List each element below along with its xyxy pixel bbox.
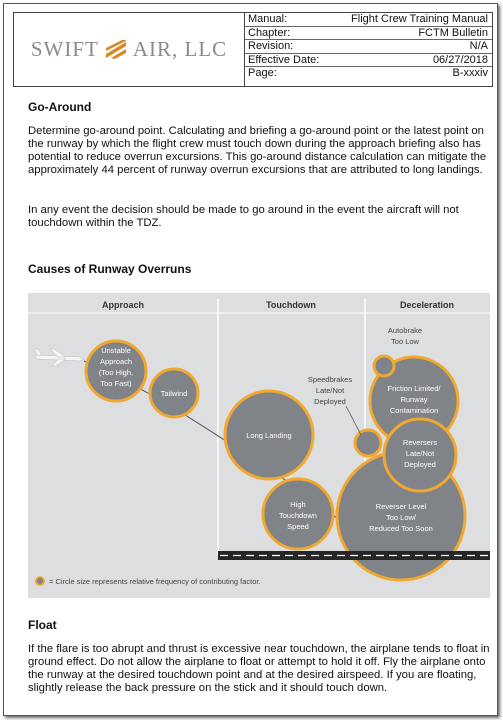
legend-bubble-icon (36, 577, 44, 585)
meta-row-effective-date: Effective Date: 06/27/2018 (245, 54, 492, 68)
company-logo (31, 37, 227, 62)
float-paragraph: If the flare is too abrupt and thrust is excessive near touchdown, the airplane tends to float in ground effect. Do not allow the airplane to float or attempt to hold it off. Fly the airplane onto the runway at the desired touchdown point and at the desired airspeed. If you are floating, slightly release the back pressure on the stick and it should touch down. (28, 643, 490, 694)
bubble-unstable-approach (86, 341, 146, 401)
svg-text:Too Fast): Too Fast) (100, 379, 132, 388)
bubble-high-touchdown-speed (263, 479, 333, 549)
manual-metadata (245, 13, 492, 86)
meta-row-manual: Manual: Flight Crew Training Manual (245, 13, 492, 27)
svg-text:Reverser Level: Reverser Level (375, 502, 427, 511)
svg-text:Unstable: Unstable (101, 346, 131, 355)
svg-text:Late/Not: Late/Not (405, 449, 435, 458)
meta-row-chapter: Chapter: FCTM Bulletin (245, 27, 492, 41)
go-around-paragraph-2: In any event the decision should be made to go around in the event the aircraft will not touchdown within the TDZ. (28, 204, 459, 229)
company-name-left: SWIFT (30, 37, 99, 61)
callout-autobrake (388, 326, 422, 346)
svg-text:Runway: Runway (400, 395, 428, 404)
go-around-paragraph-1: Determine go-around point. Calculating and briefing a go-around point or the latest point on the runway by which the flight crew must touch down during the approach briefing also has potential to reduce overrun excursions. This go-around distance calculation can mitigate the approximately 44 percent of runway overrun excursions that are attributed to long landings. (28, 125, 487, 176)
svg-text:Friction Limited/: Friction Limited/ (387, 384, 441, 393)
bubble-tailwind (150, 369, 198, 417)
airplane-icon (34, 349, 84, 366)
svg-text:High: High (290, 500, 306, 509)
svg-text:Touchdown: Touchdown (279, 511, 317, 520)
svg-text:Reversers: Reversers (402, 438, 438, 447)
figure-title: Causes of Runway Overruns (28, 262, 192, 276)
svg-text:Late/Not: Late/Not (315, 386, 345, 395)
bubble-speedbrakes (355, 430, 381, 456)
runway-overrun-diagram (28, 293, 490, 598)
callout-speedbrakes (308, 375, 361, 435)
runway (218, 551, 490, 560)
document-header (13, 12, 493, 87)
company-name-right: AIR, LLC (132, 37, 228, 61)
svg-text:Reduced Too Soon: Reduced Too Soon (369, 524, 433, 533)
svg-text:(Too High,: (Too High, (98, 368, 134, 377)
phase-label-deceleration: Deceleration (399, 300, 455, 310)
phase-label-touchdown: Touchdown (266, 300, 316, 310)
phase-label-approach: Approach (101, 300, 145, 310)
svg-text:Too Low: Too Low (391, 337, 419, 346)
svg-text:Long Landing: Long Landing (246, 431, 292, 440)
svg-text:Approach: Approach (99, 357, 133, 366)
svg-text:Contamination: Contamination (389, 406, 439, 415)
document-page (3, 3, 498, 716)
meta-row-page: Page: B-xxxiv (248, 67, 488, 80)
bubble-reversers-late (384, 419, 456, 491)
svg-text:Speedbrakes: Speedbrakes (307, 375, 353, 384)
float-heading: Float (28, 618, 57, 632)
go-around-heading: Go-Around (28, 100, 92, 114)
svg-text:Deployed: Deployed (314, 397, 346, 406)
svg-text:Autobrake: Autobrake (387, 326, 423, 335)
legend (36, 577, 261, 586)
legend-text: = Circle size represents relative frequency of contributing factor. (49, 577, 261, 586)
svg-text:Speed: Speed (287, 522, 309, 531)
swift-wing-icon (105, 40, 127, 60)
svg-text:Too Low/: Too Low/ (385, 513, 417, 522)
bubble-autobrake (374, 356, 394, 376)
bubble-long-landing (225, 391, 313, 479)
svg-text:Tailwind: Tailwind (160, 389, 188, 398)
company-logo-cell (14, 13, 245, 86)
svg-text:Deployed: Deployed (404, 460, 436, 469)
meta-row-revision: Revision: N/A (245, 40, 492, 54)
